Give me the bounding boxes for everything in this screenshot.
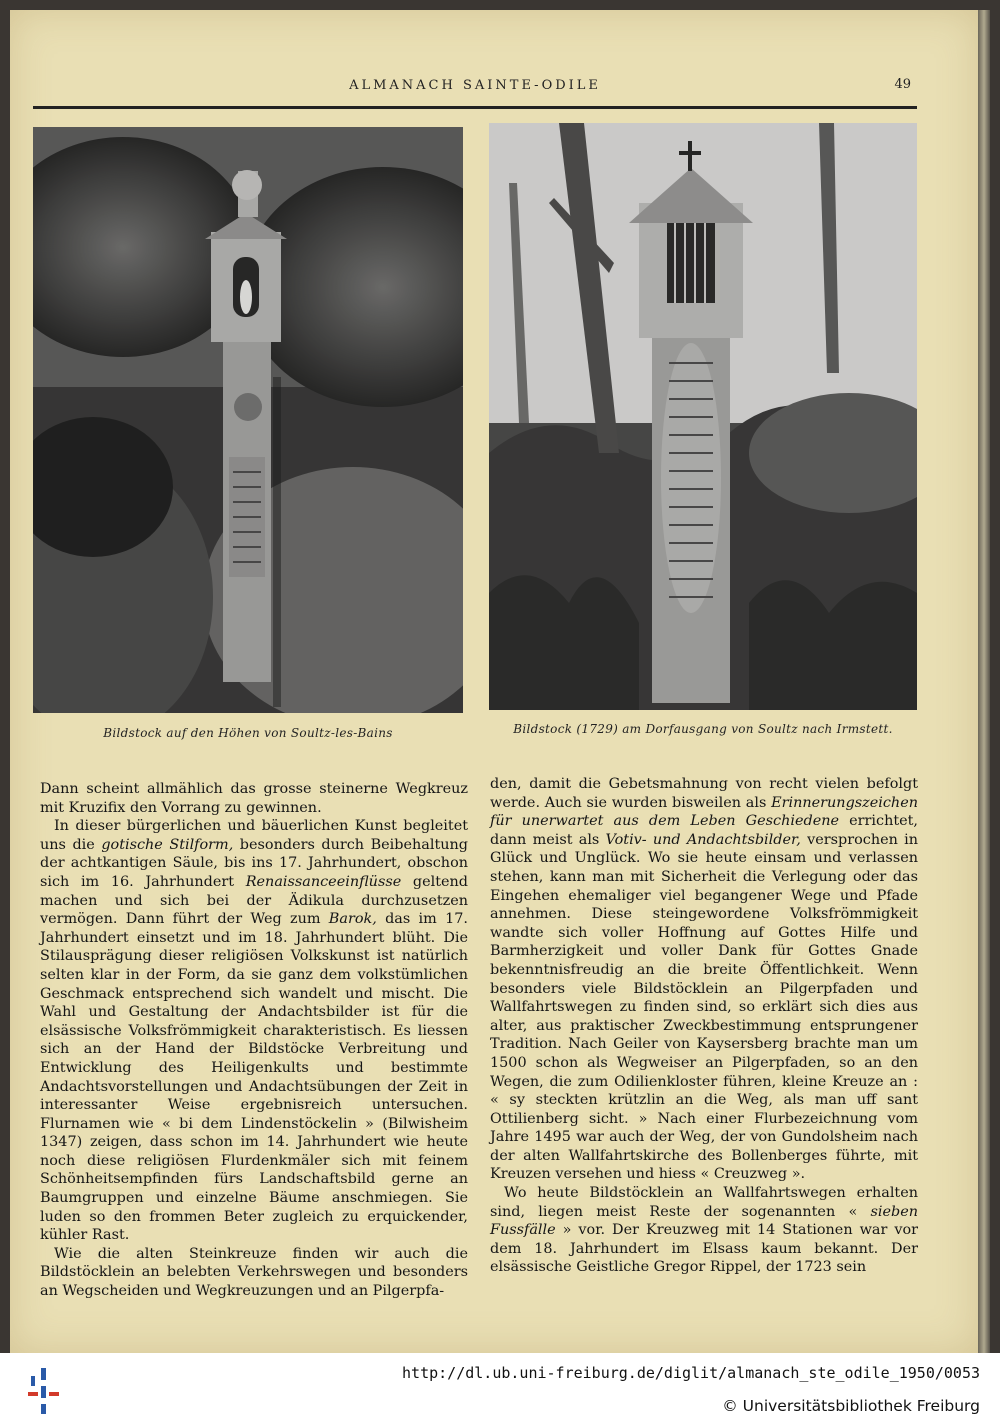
- figure-caption-right: Bildstock (1729) am Dorfausgang von Soultz nach Irmstett.: [513, 722, 893, 736]
- text-run: Wo heute Bildstöcklein an Wallfahrtswegen erhalten sind, liegen meist Reste der sogenannten «: [490, 1185, 918, 1220]
- text-column-left: [40, 780, 468, 1301]
- text-run: das im 17. Jahrhundert einsetzt und im 18. Jahrhundert blüht. Die Stilausprägung dieser religiösen Volkskunst ist natürlich selten klar in der Form, da sie ganz dem volkstümlichen Geschmack entsprechend sich wandelt und mischt. Die Wahl und Gestaltung der Andachtsbilder ist für die elsässische Volksfrömmigkeit charakteristisch. Es liessen sich an der Hand der Bildstöcke Verbreitung und Entwicklung des Heiligenkults und bestimmte Andachtsvorstellungen und Andachtsübungen der Zeit in interessanter Weise ergebnisreich untersuchen. Flurnamen wie « bi dem Lindenstöckelin » (Bilwisheim 1347) zeigen, dass schon im 14. Jahrhundert wie heute noch diese religiösen Flurdenkmäler sich mit feinem Schönheitsempfinden fürs Landschaftsbild gerne an Baumgruppen und einzelne Bäume anschmiegen. Sie luden so den frommen Beter zugleich zu erquickender, kühler Rast.: [40, 911, 468, 1244]
- paragraph: [40, 1245, 468, 1301]
- text-run: versprochen in Glück und Unglück. Wo sie heute einsam und verlassen stehen, kann man mit Sicherheit die Verlegung oder das Eingehen ehemaliger viel begangener Wege und Pfade annehmen. Diese steingewordene Volksfrömmigkeit wandte sich voller Hoffnung auf Gottes Hilfe und Barmherzigkeit und voller Dank für Gottes Gnade bekenntnisfreudig an die breite Öffentlichkeit. Wenn besonders viele Bildstöcklein an Pilgerpfaden und Wallfahrtswegen zu finden sind, so erklärt sich dies aus alter, aus praktischer Zweckbestimmung entsprungener Tradition. Nach Geiler von Kaysersberg brachte man um 1500 schon als Wegweiser an Pilgerpfaden, so an den Wegen, die zum Odilienkloster führen, kleine Kreuze an : « sy steckten krützlin an die Weg, als man uff sant Ottilienberg sicht. » Nach einer Flurbezeichnung vom Jahre 1495 war auch der Weg, der von Gundolsheim nach der alten Wallfahrtskirche des Bollenberges führte, mit Kreuzen versehen und hiess « Creuzweg ».: [490, 831, 918, 1183]
- text-run: Wie die alten Steinkreuze finden wir auch die Bildstöcklein an belebten Verkehrswegen und besonders an Wegscheiden und Wegkreuzungen und an Pilgerpfa-: [40, 1245, 468, 1300]
- library-footer: [0, 1353, 1000, 1424]
- library-logo-icon: [24, 1366, 64, 1416]
- emphasis-text: Barok,: [328, 911, 377, 928]
- emphasis-text: Votiv- und Andachtsbilder,: [605, 831, 801, 848]
- running-title: ALMANACH SAINTE-ODILE: [349, 78, 601, 93]
- text-run: » vor. Der Kreuzweg mit 14 Stationen war vor dem 18. Jahrhundert im Elsass kaum bekannt. Der elsässische Geistliche Gregor Rippel, der 1723 sein: [490, 1222, 918, 1276]
- text-run: Dann scheint allmählich das grosse steinerne Wegkreuz mit Kruzifix den Vorrang zu gewinnen.: [40, 781, 468, 816]
- paragraph: [490, 1184, 918, 1277]
- text-run: besonders durch Beibehaltung der achtkantigen Säule, bis ins 17. Jahrhundert, obschon sich im 16. Jahrhundert: [40, 836, 468, 890]
- text-run: geltend machen und sich bei der Ädikula durchzusetzen vermögen. Dann führt der Weg zum: [40, 873, 468, 928]
- paragraph: [40, 780, 468, 817]
- running-header: [33, 76, 917, 109]
- text-run: errichtet, dann meist als: [490, 813, 919, 848]
- photo-left-illustration: [33, 127, 463, 713]
- document-url[interactable]: http://dl.ub.uni-freiburg.de/diglit/almanach_ste_odile_1950/0053: [402, 1364, 980, 1382]
- book-edge: [978, 10, 990, 1353]
- text-run: den, damit die Gebetsmahnung von recht vielen befolgt werde. Auch sie wurden bisweilen als: [490, 776, 918, 811]
- page-number: 49: [894, 77, 911, 92]
- emphasis-text: gotische Stilform,: [101, 836, 234, 853]
- figure-caption-left: Bildstock auf den Höhen von Soultz-les-Bains: [103, 726, 393, 740]
- text-run: In dieser bürgerlichen und bäuerlichen Kunst begleitet uns die: [40, 818, 468, 853]
- emphasis-text: sieben Fussfälle: [490, 1203, 918, 1239]
- emphasis-text: Renaissanceeinflüsse: [245, 873, 402, 890]
- emphasis-text: Erinnerungszeichen für unerwartet aus dem Leben Geschiedene: [490, 794, 918, 830]
- text-column-right: [490, 775, 918, 1277]
- photo-right-illustration: [489, 123, 917, 710]
- paragraph: [40, 817, 468, 1245]
- copyright-notice: © Universitätsbibliothek Freiburg: [722, 1397, 980, 1415]
- photo-wayside-shrine-soultz-irmstett: [489, 123, 917, 710]
- photo-wayside-shrine-soultz-heights: [33, 127, 463, 713]
- paragraph: [490, 775, 918, 1184]
